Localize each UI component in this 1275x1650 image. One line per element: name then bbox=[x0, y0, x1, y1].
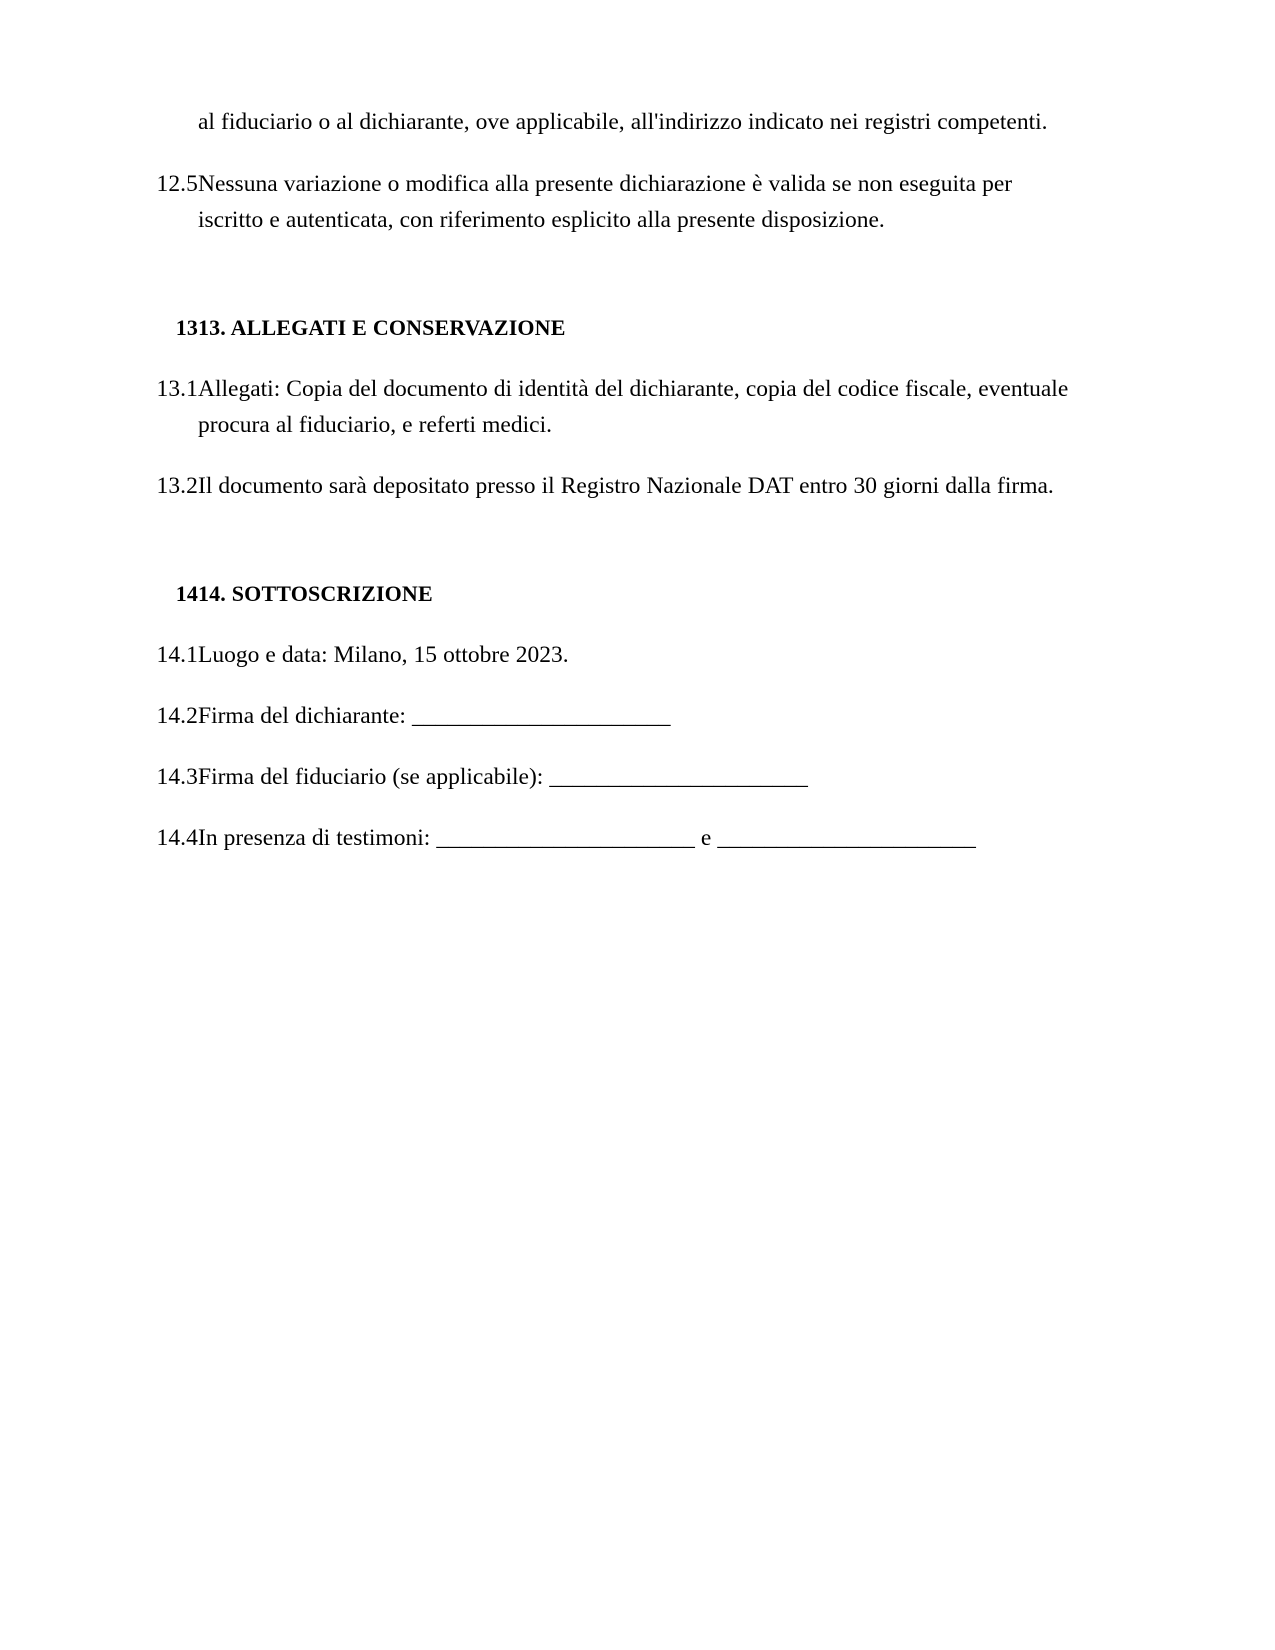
clause-text: al fiduciario o al dichiarante, ove applicabile, all'indirizzo indicato nei registri competenti. bbox=[198, 109, 1048, 135]
section-heading bbox=[134, 577, 1070, 611]
clause-text: Firma del dichiarante: ______________________ bbox=[198, 703, 671, 729]
clause-row bbox=[134, 698, 1070, 734]
clause-list bbox=[134, 104, 1070, 856]
clause-row bbox=[134, 637, 1070, 673]
clause-row bbox=[134, 820, 1070, 856]
clause-text: In presenza di testimoni: ______________________ e ______________________ bbox=[198, 825, 976, 851]
section-spacer bbox=[134, 529, 1070, 577]
section-number: 14 bbox=[175, 581, 198, 606]
section-number: 13 bbox=[175, 315, 198, 340]
section-title: 14. SOTTOSCRIZIONE bbox=[198, 581, 433, 606]
clause-number: 14.4 bbox=[156, 825, 198, 851]
clause-number: 13.1 bbox=[156, 376, 198, 402]
section-spacer bbox=[134, 263, 1070, 311]
clause-number: 12.5 bbox=[156, 171, 198, 197]
clause-row bbox=[134, 468, 1070, 504]
clause-text: Luogo e data: Milano, 15 ottobre 2023. bbox=[198, 642, 569, 668]
clause-number: 14.1 bbox=[156, 642, 198, 668]
section-heading bbox=[134, 311, 1070, 345]
clause-number: 14.3 bbox=[156, 764, 198, 790]
clause-text: Firma del fiduciario (se applicabile): ______________________ bbox=[198, 764, 808, 790]
clause-text: Allegati: Copia del documento di identità del dichiarante, copia del codice fiscale, eventuale procura al fiduciario, e referti medici. bbox=[198, 376, 1069, 438]
clause-number: 14.2 bbox=[156, 703, 198, 729]
clause-number: 13.2 bbox=[156, 473, 198, 499]
clause-text: Il documento sarà depositato presso il Registro Nazionale DAT entro 30 giorni dalla firma. bbox=[198, 473, 1054, 499]
section-title: 13. ALLEGATI E CONSERVAZIONE bbox=[198, 315, 566, 340]
clause-continuation bbox=[134, 104, 1070, 140]
clause-number bbox=[134, 104, 198, 140]
clause-row bbox=[134, 759, 1070, 795]
clause-row bbox=[134, 166, 1070, 238]
clause-row bbox=[134, 371, 1070, 443]
clause-text: Nessuna variazione o modifica alla presente dichiarazione è valida se non eseguita per iscritto e autenticata, con riferimento esplicito alla presente disposizione. bbox=[198, 171, 1013, 233]
